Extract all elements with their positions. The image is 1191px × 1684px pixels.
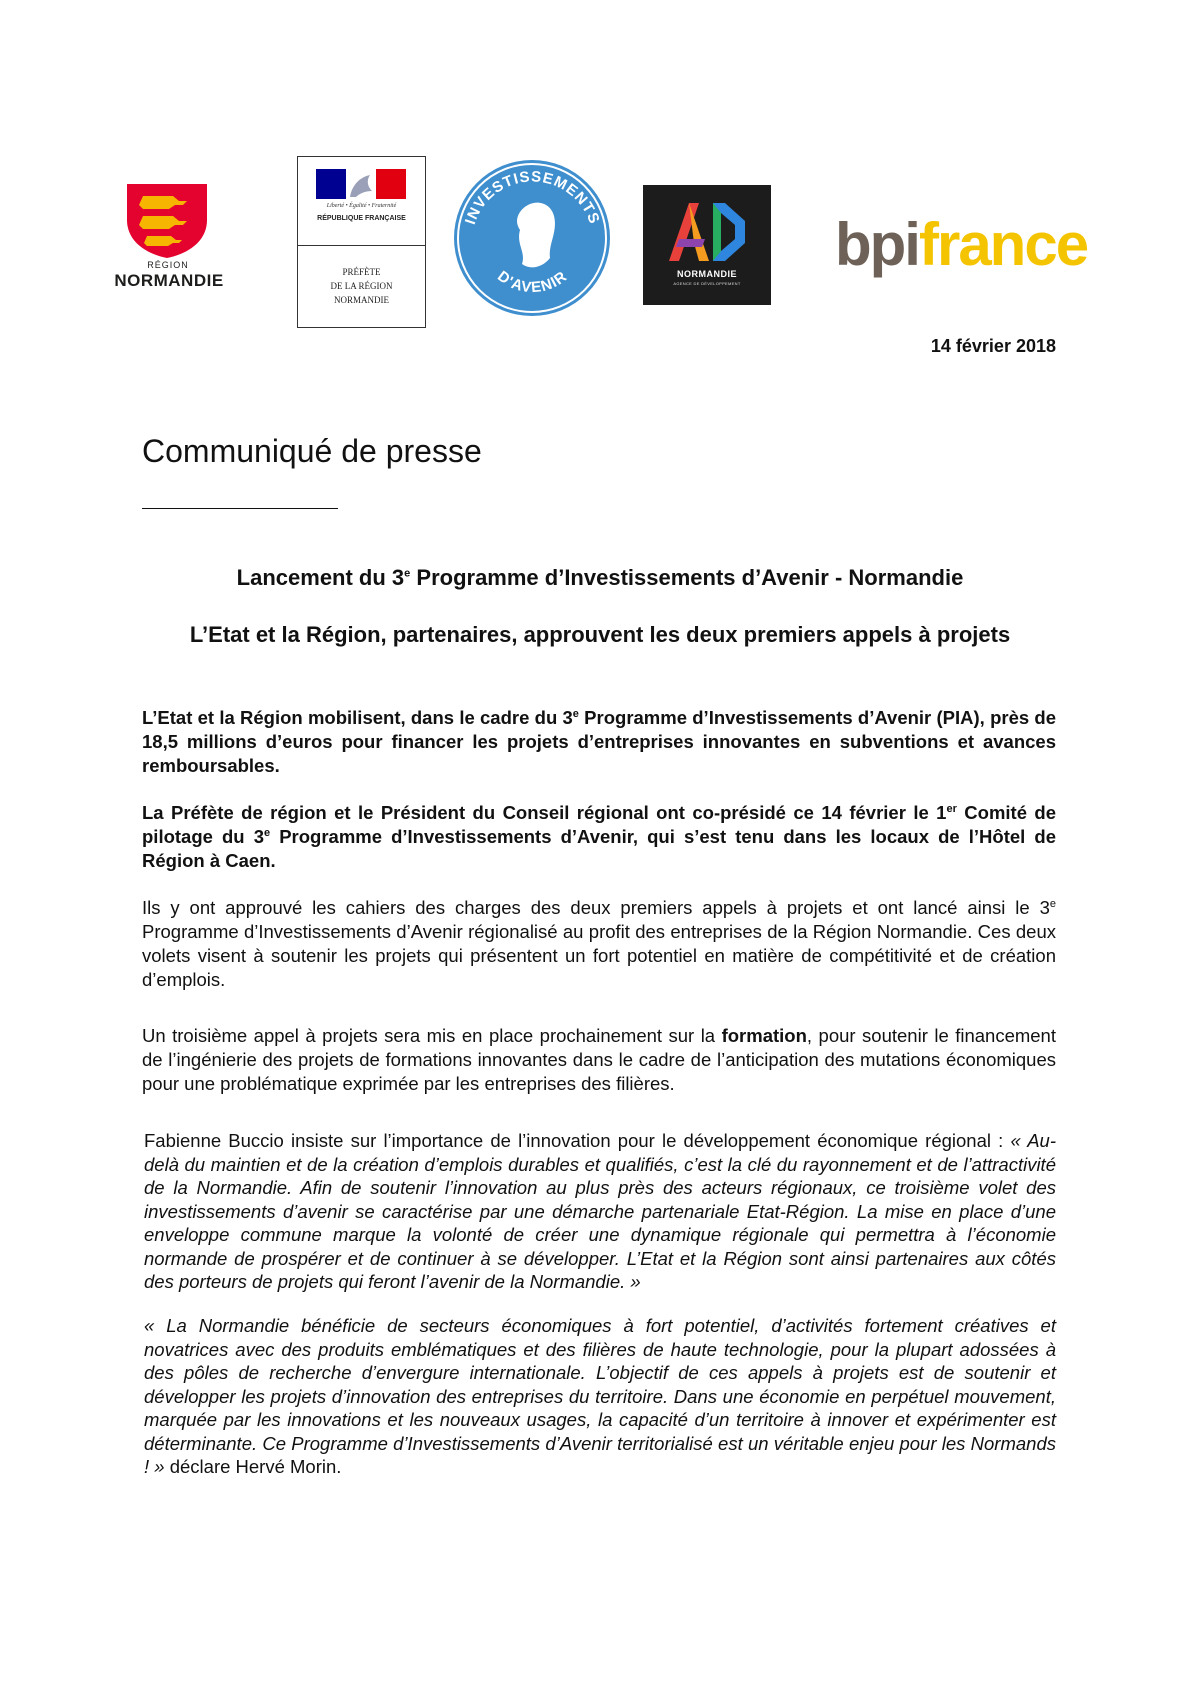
copil-paragraph	[142, 801, 1056, 873]
ad-normandie-logo	[643, 185, 771, 305]
p1-part-b: Programme d’Investissements d’Avenir (PIA), près de 18,5 millions d’euros pour financer les projets d’entreprises innovantes en subventions et avances remboursables.	[142, 707, 1056, 776]
p5-quote: « Au-delà du maintien et de la création d’emplois durables et qualifiés, c’est la clé du rayonnement et de l’attractivité de la Normandie. Afin de soutenir l’innovation au plus près des acteurs régionaux, ce troisième volet des investissements d’avenir se caractérise par une démarche partenariale Etat-Région. La mise en place d’une enveloppe commune marque la volonté de créer une dynamique régionale qui permettra à l’économie normande de prospérer et de continuer à se développer. L’Etat et la Région sont ainsi partenaires aux côtés des porteurs de projets qui feront l’avenir de la Normandie. »	[144, 1130, 1057, 1292]
ad-name: NORMANDIE	[677, 269, 737, 279]
rf-divider	[298, 245, 425, 246]
bpifrance-logo	[835, 205, 1095, 285]
rf-name: RÉPUBLIQUE FRANÇAISE	[317, 215, 406, 222]
release-date: 14 février 2018	[930, 336, 1056, 356]
heading-underline	[142, 508, 338, 509]
p3-sup: e	[1049, 897, 1056, 910]
p3-part-b: Programme d’Investissements d’Avenir régionalisé au profit des entreprises de la Région Normandie. Ces deux volets visent à soutenir les projets qui présentent un fort potentiel en matière de compétitivité et de création d’emplois.	[142, 921, 1056, 990]
buccio-quote-paragraph	[144, 1129, 1056, 1294]
investissements-avenir-seal-icon	[450, 152, 615, 322]
third-call-paragraph	[142, 1024, 1056, 1096]
ia-arc-bottom: D'AVENIR	[494, 267, 571, 297]
p1-part-a: L’Etat et la Région mobilisent, dans le cadre du 3	[142, 707, 573, 728]
bpi-word: bpi	[835, 211, 919, 278]
region-normandie-logo	[113, 180, 231, 290]
p3-part-a: Ils y ont approuvé les cahiers des charges des deux premiers appels à projets et ont lancé ainsi le 3	[142, 897, 1050, 918]
rf-motto: Liberté • Égalité • Fraternité	[326, 203, 397, 209]
title1-sup: e	[404, 567, 411, 580]
p2-part-b: Comité de pilotage du 3	[142, 802, 1056, 847]
title1-part-b: Programme d’Investissements d’Avenir - Normandie	[410, 565, 964, 590]
republique-francaise-logo	[297, 156, 426, 328]
p6-attribution: déclare Hervé Morin.	[164, 1456, 342, 1477]
p2-sup1: er	[946, 802, 957, 815]
morin-quote-paragraph	[144, 1314, 1056, 1479]
p4-part-a: Un troisième appel à projets sera mis en place prochainement sur la	[142, 1025, 722, 1046]
ia-arc-top: INVESTISSEMENTS	[461, 168, 604, 227]
title1-part-a: Lancement du 3	[236, 565, 405, 590]
document-type-heading: Communiqué de presse	[142, 433, 482, 469]
lead-paragraph	[142, 706, 1056, 778]
p6-quote: « La Normandie bénéficie de secteurs économiques à fort potentiel, d’activités fortement créatives et novatrices avec des produits emblématiques et des filières de haute technologie, pour la plupart adossées à des pôles de recherche d’envergure internationale. L’objectif de ces appels à projets est de soutenir et développer les projets d’innovation des entreprises du territoire. Dans une économie en perpétuel mouvement, marquée par les innovations et les nouveaux usages, la capacité d’un territoire à innover et expérimenter est déterminante. Ce Programme d’Investissements d’Avenir territorialisé est un véritable enjeu pour les Normands ! »	[144, 1315, 1056, 1477]
p2-part-c: Programme d’Investissements d’Avenir, qui s’est tenu dans les locaux de l’Hôtel de Région à Caen.	[142, 826, 1056, 871]
p2-sup2: e	[263, 826, 271, 839]
p1-sup: e	[572, 707, 579, 720]
ad-subtitle: AGENCE DE DÉVELOPPEMENT	[673, 281, 741, 286]
p2-part-a: La Préfète de région et le Président du Conseil régional ont co-présidé ce 14 février le 1	[142, 802, 947, 823]
approval-paragraph	[142, 896, 1056, 992]
p4-bold-word: formation	[721, 1025, 807, 1046]
region-word: RÉGION	[147, 260, 189, 270]
normandie-lions-icon	[117, 180, 217, 258]
subtitle: L’Etat et la Région, partenaires, approuvent les deux premiers appels à projets	[189, 622, 1011, 647]
p5-intro: Fabienne Buccio insiste sur l’importance de l’innovation pour le développement économique régional :	[144, 1130, 1011, 1151]
ad-mark-icon	[665, 199, 749, 265]
marianne-flag-icon	[316, 169, 406, 199]
france-word: france	[918, 211, 1088, 278]
normandie-word: NORMANDIE	[114, 271, 224, 290]
p4-part-b: , pour soutenir le financement de l’ingénierie des projets de formations innovantes dans le cadre de l’anticipation des mutations économiques pour une problématique exprimée par les entreprises des filières.	[142, 1025, 1056, 1094]
investissements-avenir-logo	[450, 152, 615, 322]
main-title	[100, 565, 1100, 591]
prefete-label: PRÉFÈTE DE LA RÉGION NORMANDIE	[330, 267, 393, 305]
